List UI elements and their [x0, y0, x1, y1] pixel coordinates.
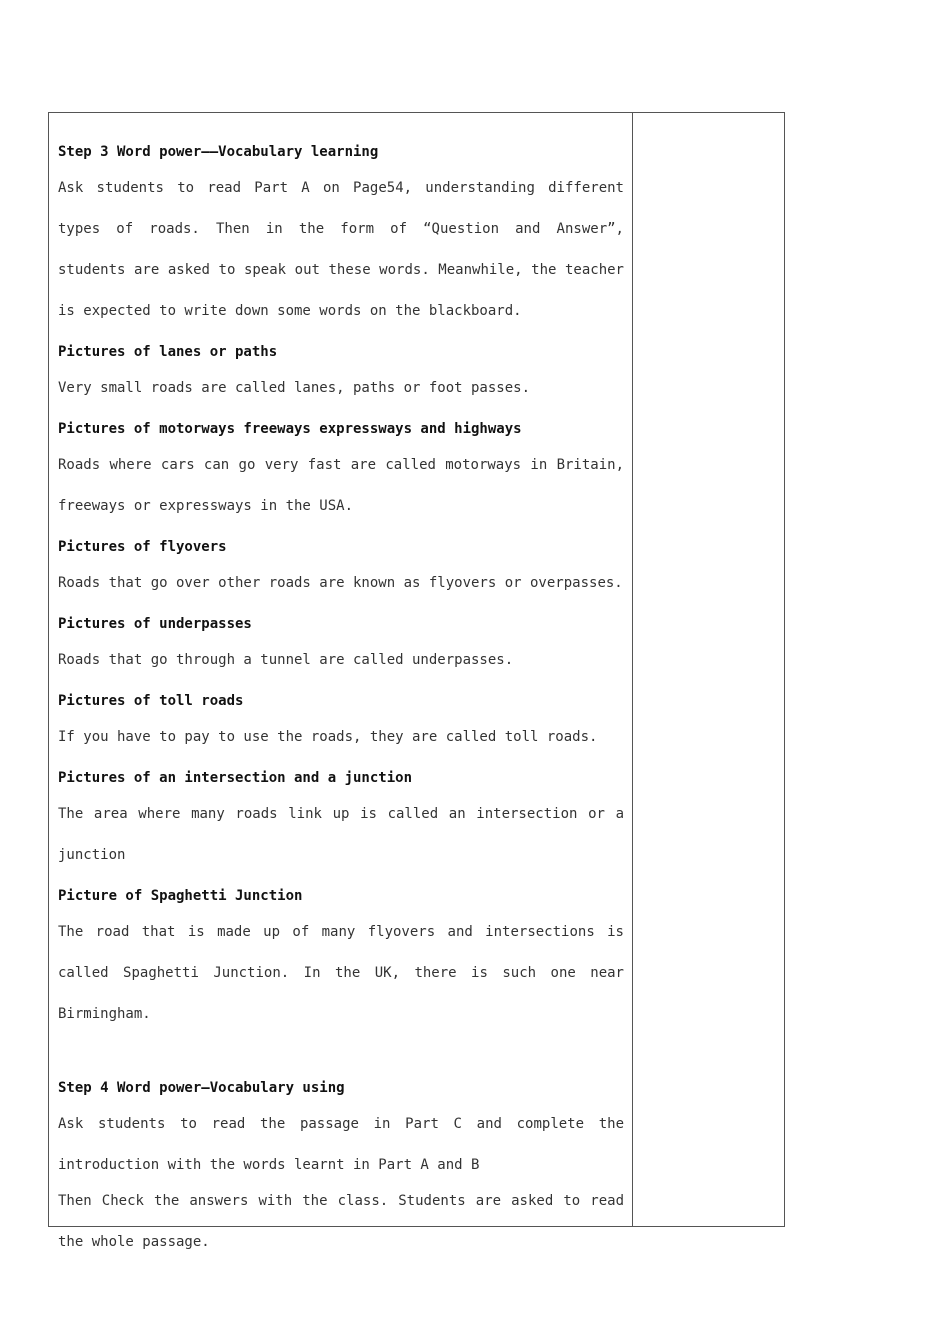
section-title: Pictures of toll roads: [58, 693, 244, 709]
step3-intro-line: types of roads. Then in the form of “Question and Answer”,: [58, 221, 624, 237]
spacer: [58, 1043, 624, 1076]
section-text: Roads where cars can go very fast are called motorways in Britain,: [58, 457, 624, 473]
step4-text: Ask students to read the passage in Part C and complete the: [58, 1116, 624, 1132]
section-text: freeways or expressways in the USA.: [58, 498, 354, 514]
section-text: The road that is made up of many flyovers and intersections is: [58, 924, 624, 940]
step3-intro-line: is expected to write down some words on the blackboard.: [58, 303, 522, 319]
step3-heading: Step 3 Word power——Vocabulary learning: [58, 144, 379, 160]
section-title: Picture of Spaghetti Junction: [58, 888, 303, 904]
section-text: Birmingham.: [58, 1006, 151, 1022]
section-text: If you have to pay to use the roads, they are called toll roads.: [58, 729, 598, 745]
step4-heading: Step 4 Word power—Vocabulary using: [58, 1080, 345, 1096]
section-text: called Spaghetti Junction. In the UK, there is such one near: [58, 965, 624, 981]
lesson-table: [48, 112, 785, 1250]
step3-intro-line: Ask students to read Part A on Page54, understanding different: [58, 180, 624, 196]
column-divider: [632, 113, 633, 1226]
section-text: Roads that go through a tunnel are called underpasses.: [58, 652, 514, 668]
section-text: Very small roads are called lanes, paths or foot passes.: [58, 380, 531, 396]
step4-text: the whole passage.: [58, 1234, 210, 1250]
step3-intro-line: students are asked to speak out these words. Meanwhile, the teacher: [58, 262, 624, 278]
section-text: The area where many roads link up is called an intersection or a: [58, 806, 624, 822]
section-title: Pictures of lanes or paths: [58, 344, 278, 360]
section-text: junction: [58, 847, 126, 863]
step4-text: Then Check the answers with the class. Students are asked to read: [58, 1193, 624, 1209]
section-text: Roads that go over other roads are known as flyovers or overpasses.: [58, 575, 623, 591]
step4-text: introduction with the words learnt in Part A and B: [58, 1157, 480, 1173]
section-title: Pictures of an intersection and a junction: [58, 770, 413, 786]
section-title: Pictures of flyovers: [58, 539, 227, 555]
lesson-content-cell: [58, 140, 624, 1271]
section-title: Pictures of motorways freeways expressways and highways: [58, 421, 522, 437]
section-title: Pictures of underpasses: [58, 616, 252, 632]
